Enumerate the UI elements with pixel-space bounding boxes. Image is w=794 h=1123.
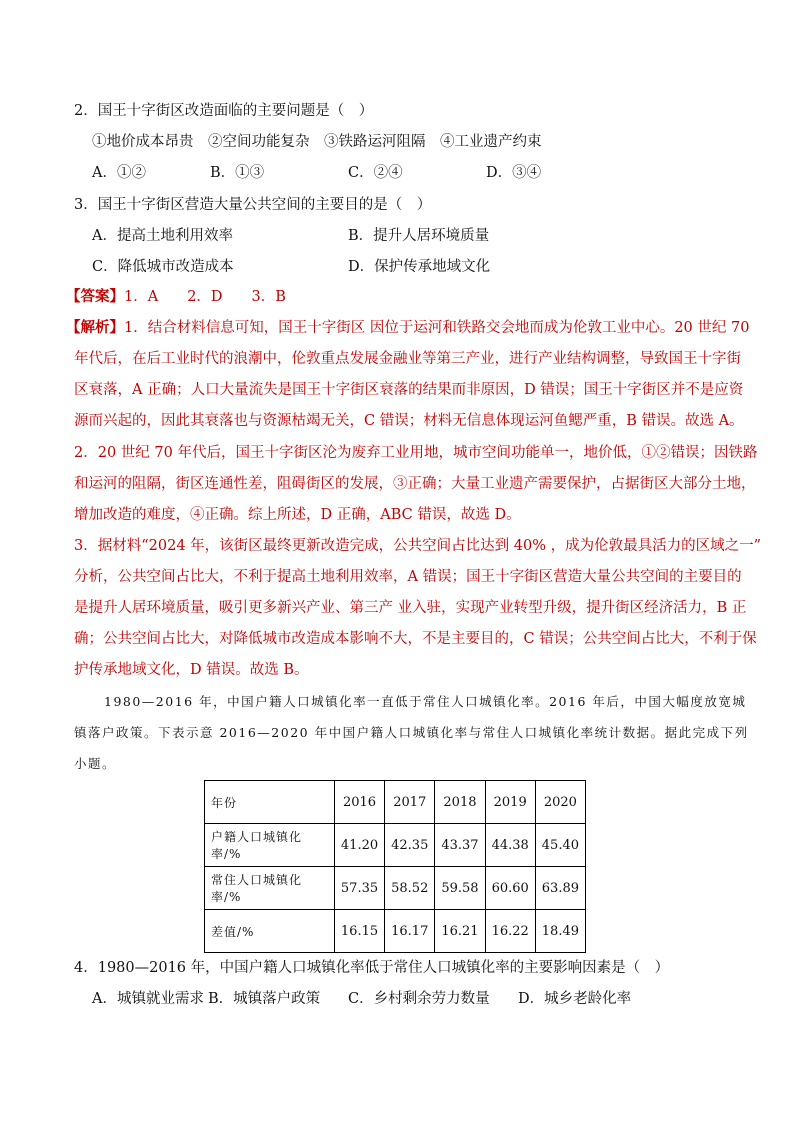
q2-option-b: B．①③ bbox=[210, 165, 265, 181]
analysis-line-5: 2．20 世纪 70 年代后，国王十字街区沦为废弃工业用地，城市空间功能单一，地价低，①②错误；因铁路 bbox=[74, 445, 758, 461]
table-cell: 63.89 bbox=[535, 867, 585, 910]
q3-option-a: A．提高土地利用效率 bbox=[92, 228, 233, 244]
analysis-line-10: 是提升人居环境质量，吸引更多新兴产业、第三产 业入驻，实现产业转型升级，提升街区经济活力，B 正 bbox=[74, 600, 747, 616]
table-cell: 42.35 bbox=[385, 824, 435, 867]
table-header-cell: 2019 bbox=[485, 781, 535, 824]
table-row bbox=[205, 867, 586, 910]
urbanization-table bbox=[204, 780, 586, 953]
analysis-line-6: 和运河的阻隔，街区连通性差，阻碍街区的发展，③正确；大量工业遗产需要保护，占据街区大部分土地， bbox=[74, 476, 756, 492]
q3-stem: 3．国王十字街区营造大量公共空间的主要目的是（ ） bbox=[74, 197, 432, 213]
analysis-line-9: 分析，公共空间占比大，不利于提高土地利用效率，A 错误；国王十字街区营造大量公共空间的主要目的 bbox=[74, 569, 742, 585]
q2-stem: 2．国王十字街区改造面临的主要问题是（ ） bbox=[74, 103, 374, 119]
table-cell: 45.40 bbox=[535, 824, 585, 867]
table-cell: 58.52 bbox=[385, 867, 435, 910]
q2-option-d: D．③④ bbox=[486, 165, 542, 181]
analysis-line-12: 护传承地域文化，D 错误。故选 B。 bbox=[74, 662, 309, 678]
analysis-line-3: 区衰落，A 正确；人口大量流失是国王十字街区衰落的结果而非原因，D 错误；国王十字街区并不是应资 bbox=[74, 382, 744, 398]
analysis-line-2: 年代后，在后工业时代的浪潮中，伦敦重点发展金融业等第三产业，进行产业结构调整，导致国王十字街 bbox=[74, 351, 741, 367]
q3-option-b: B．提升人居环境质量 bbox=[348, 228, 490, 244]
table-row bbox=[205, 824, 586, 867]
analysis-line-11: 确；公共空间占比大，对降低城市改造成本影响不大，不是主要目的，C 错误；公共空间占比大，不利于保 bbox=[74, 631, 757, 647]
table-cell: 44.38 bbox=[485, 824, 535, 867]
table-header-cell: 2017 bbox=[385, 781, 435, 824]
q4-stem: 4．1980—2016 年，中国户籍人口城镇化率低于常住人口城镇化率的主要影响因素是（ ） bbox=[74, 960, 670, 976]
analysis-text-1: 1．结合材料信息可知，国王十字街区 因位于运河和铁路交会地而成为伦敦工业中心。20 世纪 70 bbox=[124, 320, 750, 336]
table-cell: 16.17 bbox=[385, 910, 435, 953]
q4-option-d: D．城乡老龄化率 bbox=[518, 991, 632, 1007]
table-header-cell: 年份 bbox=[205, 781, 335, 824]
q2-items: ①地价成本昂贵 ②空间功能复杂 ③铁路运河阻隔 ④工业遗产约束 bbox=[92, 134, 542, 150]
q2-option-c: C．②④ bbox=[348, 165, 403, 181]
table-cell: 16.22 bbox=[485, 910, 535, 953]
q2-option-a: A．①② bbox=[92, 165, 146, 181]
material-line-2: 镇落户政策。下表示意 2016—2020 年中国户籍人口城镇化率与常住人口城镇化率统计数据。据此完成下列 bbox=[74, 725, 749, 740]
table-cell: 18.49 bbox=[535, 910, 585, 953]
analysis-line-8: 3．据材料“2024 年，该街区最终更新改造完成，公共空间占比达到 40% ，成为伦敦最具活力的区域之一” bbox=[74, 538, 762, 554]
table-cell: 41.20 bbox=[334, 824, 384, 867]
table-cell: 户籍人口城镇化率/% bbox=[205, 824, 335, 867]
material-line-1: 1980—2016 年，中国户籍人口城镇化率一直低于常住人口城镇化率。2016 年后，中国大幅度放宽城 bbox=[104, 694, 747, 709]
q4-option-c: C．乡村剩余劳力数量 bbox=[348, 991, 490, 1007]
table-cell: 常住人口城镇化率/% bbox=[205, 867, 335, 910]
analysis-line-4: 源而兴起的，因此其衰落也与资源枯竭无关，C 错误；材料无信息体现运河鱼鳃严重，B 错误。故选 A。 bbox=[74, 413, 744, 429]
q4-option-b: B．城镇落户政策 bbox=[208, 991, 321, 1007]
table-cell: 43.37 bbox=[435, 824, 485, 867]
q3-option-c: C．降低城市改造成本 bbox=[92, 259, 234, 275]
analysis-line-1 bbox=[66, 318, 749, 338]
answer-line bbox=[66, 287, 286, 307]
table-header-row bbox=[205, 781, 586, 824]
table-cell: 60.60 bbox=[485, 867, 535, 910]
answer-text: 1．A 2．D 3．B bbox=[124, 289, 286, 305]
table-header-cell: 2016 bbox=[334, 781, 384, 824]
q3-option-d: D．保护传承地域文化 bbox=[348, 259, 491, 275]
table-header-cell: 2020 bbox=[535, 781, 585, 824]
analysis-line-7: 增加改造的难度，④正确。综上所述，D 正确，ABC 错误，故选 D。 bbox=[74, 507, 521, 523]
answer-label: 【答案】 bbox=[66, 288, 124, 305]
material-line-3: 小题。 bbox=[74, 756, 117, 771]
q4-option-a: A．城镇就业需求 bbox=[92, 991, 204, 1007]
table-cell: 16.21 bbox=[435, 910, 485, 953]
table-row bbox=[205, 910, 586, 953]
table-cell: 差值/% bbox=[205, 910, 335, 953]
table-cell: 57.35 bbox=[334, 867, 384, 910]
table-cell: 59.58 bbox=[435, 867, 485, 910]
table-cell: 16.15 bbox=[334, 910, 384, 953]
analysis-label: 【解析】 bbox=[66, 319, 124, 336]
table-header-cell: 2018 bbox=[435, 781, 485, 824]
